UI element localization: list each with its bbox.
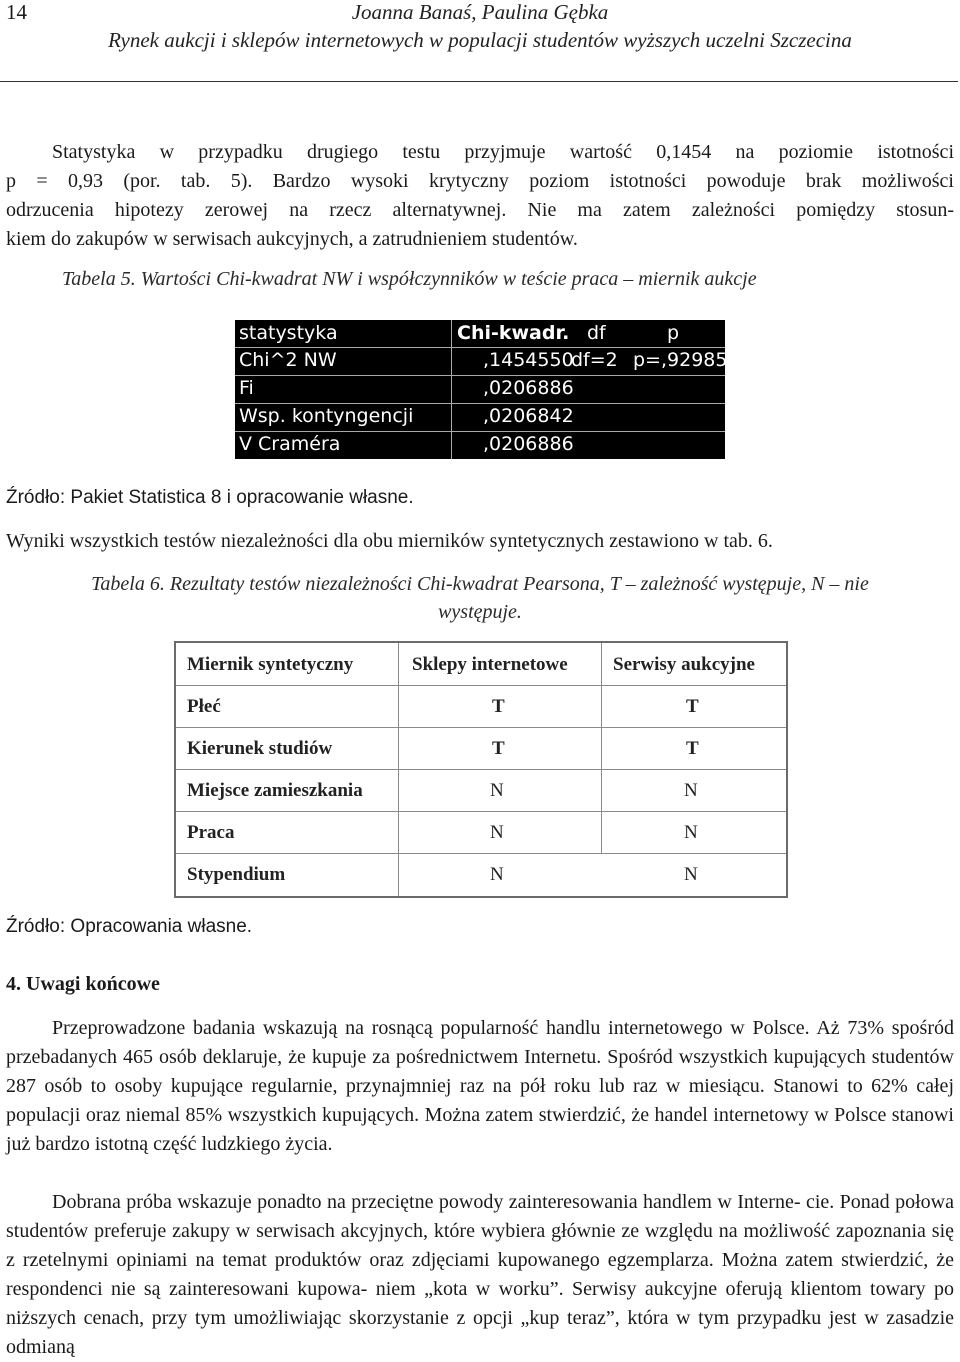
table5-rule (235, 403, 725, 404)
table5-source: Źródło: Pakiet Statistica 8 i opracowanie własne. (6, 487, 414, 508)
table6-row4-serwisy: N (684, 822, 698, 843)
table5-row1-stat: Chi^2 NW (239, 349, 337, 371)
table6-row5-label: Stypendium (187, 864, 286, 885)
table5-row2-chi: ,0206886 (483, 377, 574, 399)
table5-row (235, 347, 728, 374)
table5-header-p: p (667, 322, 680, 344)
table5-header-statystyka: statystyka (239, 322, 338, 344)
table6-row2-serwisy: T (686, 738, 699, 759)
table5-rule (235, 347, 725, 348)
conclusion-paragraph-2: Dobrana próba wskazuje ponadto na przeciętne powody zainteresowania handlem w Interne- cie. Ponad połowa studentów preferuje zakupy w serwisach akcyjnych, które wybiera głównie ze względu na możliwość zapoznania się z rzetelnymi opiniami na temat produktów oraz zdjęciami kupowanego egzemplarza. Można zatem stwierdzić, że respondenci nie są zainteresowani kupowa- niem „kota w worku”. Serwisy aukcyjne oferują klientom towary po niższych cenach, przy tym umożliwiając skorzystanie z opcji „kup teraz”, która w tym przypadku jest w zasadzie odmianą (6, 1191, 954, 1358)
table6-row1-serwisy: T (686, 696, 699, 717)
table6-col-rule (601, 643, 602, 685)
table6-row1-sklepy: T (492, 696, 505, 717)
table6-row4-sklepy: N (490, 822, 504, 843)
paragraph1-line1: Statystyka w przypadku drugiego testu przyjmuje wartość 0,1454 na poziomie istotności (52, 141, 954, 163)
table5-statistica (235, 320, 728, 459)
table6-row-rule (176, 811, 786, 812)
paragraph1-line2: p = 0,93 (por. tab. 5). Bardzo wysoki krytyczny poziom istotności powoduje brak możliwości (6, 170, 954, 192)
table5-rule (235, 375, 725, 376)
table6-header-miernik: Miernik syntetyczny (187, 654, 354, 675)
table6-row2-sklepy: T (492, 738, 505, 759)
table6-row1-label: Płeć (187, 696, 221, 717)
table6-source: Źródło: Opracowania własne. (6, 916, 253, 937)
table5-header-row (235, 320, 725, 347)
paragraph1-line3: odrzucenia hipotezy zerowej na rzecz alternatywnej. Nie ma zatem zależności pomiędzy stosun- (6, 199, 954, 221)
table5-row (235, 375, 725, 402)
table5-row4-stat: V Craméra (239, 433, 341, 455)
paragraph1-line4: kiem do zakupów w serwisach aukcyjnych, a zatrudnieniem studentów. (6, 228, 578, 250)
table6-row3-label: Miejsce zamieszkania (187, 780, 363, 801)
table6 (174, 641, 788, 898)
table5-row3-stat: Wsp. kontyngencji (239, 405, 414, 427)
table6-row-rule (176, 853, 786, 854)
table6-row-rule (176, 769, 786, 770)
table5-row (235, 431, 725, 458)
table5-row2-stat: Fi (239, 377, 254, 399)
table6-caption-line2: występuje. (438, 601, 522, 623)
running-header-authors: Joanna Banaś, Paulina Gębka (351, 0, 609, 24)
table6-row-rule (176, 685, 786, 686)
table5-rule (235, 431, 725, 432)
table6-header-sklepy: Sklepy internetowe (412, 654, 568, 675)
table6-row-rule (176, 727, 786, 728)
table5-row1-df: df=2 (571, 349, 618, 371)
table5-row3-chi: ,0206842 (483, 405, 574, 427)
table5-col-rule (451, 320, 452, 459)
table6-row5-sklepy: N (490, 864, 504, 885)
table5-caption: Tabela 5. Wartości Chi-kwadrat NW i współczynników w teście praca – miernik aukcje (62, 268, 757, 290)
table6-row3-serwisy: N (684, 780, 698, 801)
table6-caption-line1: Tabela 6. Rezultaty testów niezależności Chi-kwadrat Pearsona, T – zależność występuje, N – nie (91, 573, 869, 595)
table5-row1-p: p=,92985 (633, 349, 728, 371)
table5-row1-chi: ,1454550 (483, 349, 574, 371)
conclusion-paragraph-1: Przeprowadzone badania wskazują na rosnącą popularność handlu internetowego w Polsce. Aż 73% spośród przebadanych 465 osób deklaruje, że kupuje za pośrednictwem Internetu. Spośród wszystkich kupujących studentów 287 osób to osoby kupujące regularnie, przynajmniej raz na pół roku lub raz w miesiącu. Stanowi to 62% całej populacji oraz niemal 85% wszystkich kupujących. Można zatem stwierdzić, że handel internetowy w Polsce stanowi już bardzo istotną część ludzkiego życia. (6, 1017, 954, 1155)
table5-row (235, 403, 725, 430)
table5-row4-chi: ,0206886 (483, 433, 574, 455)
table6-row4-label: Praca (187, 822, 235, 843)
table6-row5-serwisy: N (684, 864, 698, 885)
table5-header-chi: Chi-kwadr. (457, 322, 570, 344)
header-rule (0, 81, 958, 82)
table6-intro: Wyniki wszystkich testów niezależności dla obu mierników syntetycznych zestawiono w tab. 6. (6, 530, 773, 552)
table6-row3-sklepy: N (490, 780, 504, 801)
table5-header-df: df (587, 322, 606, 344)
running-header-title: Rynek aukcji i sklepów internetowych w populacji studentów wyższych uczelni Szczecina (108, 28, 852, 52)
section-heading: 4. Uwagi końcowe (6, 973, 160, 995)
page-number: 14 (6, 0, 27, 24)
table6-header-serwisy: Serwisy aukcyjne (613, 654, 755, 675)
table6-row2-label: Kierunek studiów (187, 738, 333, 759)
